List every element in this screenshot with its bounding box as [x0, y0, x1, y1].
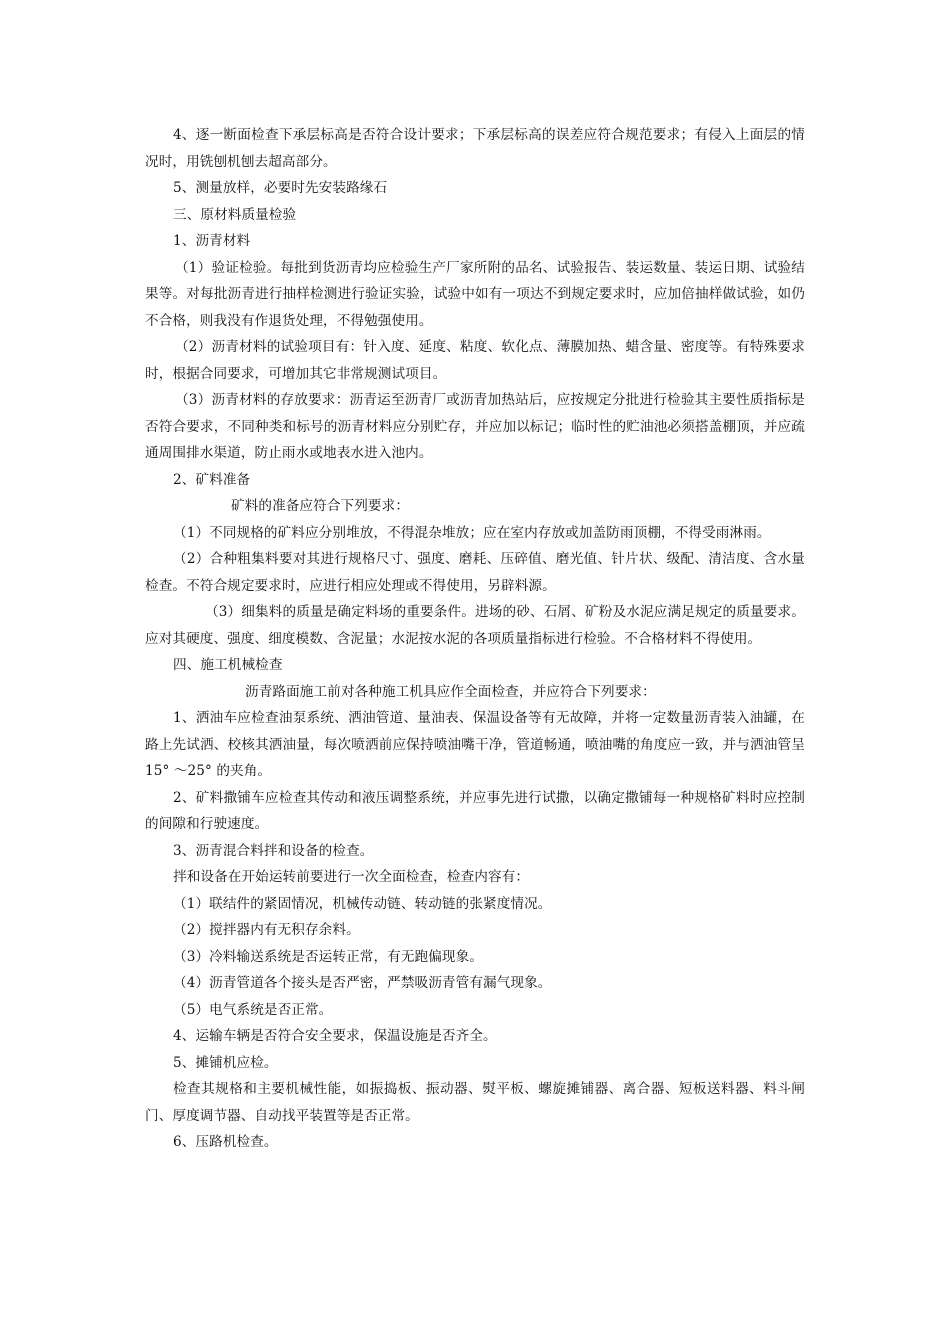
subsection-heading: 2、矿料准备 — [173, 471, 251, 488]
paragraph: （1）验证检验。每批到货沥青均应检验生产厂家所附的品名、试验报告、装运数量、装运日期、试验结果等。对每批沥青进行抽样检测进行验证实验，试验中如有一项达不到规定要求时，应加倍抽样做试验，如仍不合格，则我没有作退货处理，不得勉强使用。 — [145, 259, 805, 329]
paragraph: （3）沥青材料的存放要求：沥青运至沥青厂或沥青加热站后，应按规定分批进行检验其主要性质指标是否符合要求，不同种类和标号的沥青材料应分别贮存，并应加以标记；临时性的贮油池必须搭盖棚顶，并应疏通周围排水渠道，防止雨水或地表水进入池内。 — [145, 392, 805, 461]
document-body — [145, 122, 805, 1156]
paragraph: 检查其规格和主要机械性能，如振捣板、振动器、熨平板、螺旋摊铺器、离合器、短板送料器、料斗闸门、厚度调节器、自动找平装置等是否正常。 — [145, 1081, 805, 1124]
paragraph: （3）细集料的质量是确定料场的重要条件。进场的砂、石屑、矿粉及水泥应满足规定的质量要求。应对其硬度、强度、细度模数、含泥量；水泥按水泥的各项质量指标进行检验。不合格材料不得使用。 — [145, 604, 805, 647]
paragraph: 4、运输车辆是否符合安全要求，保温设施是否齐全。 — [173, 1028, 497, 1044]
subsection-heading: 1、沥青材料 — [173, 233, 251, 249]
paragraph: （1）不同规格的矿料应分别堆放，不得混杂堆放；应在室内存放或加盖防雨顶棚，不得受雨淋雨。 — [173, 524, 771, 541]
paragraph: 6、压路机检查。 — [173, 1134, 278, 1150]
list-item: （4）沥青管道各个接头是否严密，严禁吸沥青管有漏气现象。 — [173, 975, 552, 991]
paragraph: 4、逐一断面检查下承层标高是否符合设计要求；下承层标高的误差应符合规范要求；有侵入上面层的情况时，用铣刨机刨去超高部分。 — [145, 127, 805, 170]
paragraph: 沥青路面施工前对各种施工机具应作全面检查，并应符合下列要求： — [245, 683, 656, 700]
paragraph: 拌和设备在开始运转前要进行一次全面检查，检查内容有： — [173, 869, 530, 885]
paragraph: 5、摊铺机应检。 — [173, 1054, 278, 1071]
paragraph: 1、洒油车应检查油泵系统、洒油管道、量油表、保温设备等有无故障，并将一定数量沥青装入油罐，在路上先试洒、校核其洒油量，每次喷洒前应保持喷油嘴干净，管道畅通，喷油嘴的角度应一致，并与洒油管呈 15° ～25° 的夹角。 — [145, 710, 805, 779]
paragraph: 3、沥青混合料拌和设备的检查。 — [173, 842, 374, 859]
list-item: （1）联结件的紧固情况，机械传动链、转动链的张紧度情况。 — [173, 895, 552, 912]
paragraph: 矿料的准备应符合下列要求： — [231, 498, 410, 514]
section-heading: 四、施工机械检查 — [173, 657, 283, 673]
paragraph: 5、测量放样，必要时先安装路缘石 — [173, 180, 388, 196]
paragraph: 2、矿料撒铺车应检查其传动和液压调整系统，并应事先进行试撒，以确定撒铺每一种规格矿料时应控制的间隙和行驶速度。 — [145, 789, 805, 832]
list-item: （5）电气系统是否正常。 — [173, 1001, 333, 1018]
paragraph: （2）合种粗集料要对其进行规格尺寸、强度、磨耗、压碎值、磨光值、针片状、级配、清洁度、含水量检查。不符合规定要求时，应进行相应处理或不得使用，另辟料源。 — [145, 551, 805, 594]
section-heading: 三、原材料质量检验 — [173, 206, 297, 223]
list-item: （2）搅拌器内有无积存余料。 — [173, 922, 360, 938]
list-item: （3）冷料输送系统是否运转正常，有无跑偏现象。 — [173, 948, 484, 965]
paragraph: （2）沥青材料的试验项目有：针入度、延度、粘度、软化点、薄膜加热、蜡含量、密度等。有特殊要求时，根据合同要求，可增加其它非常规测试项目。 — [145, 339, 805, 382]
